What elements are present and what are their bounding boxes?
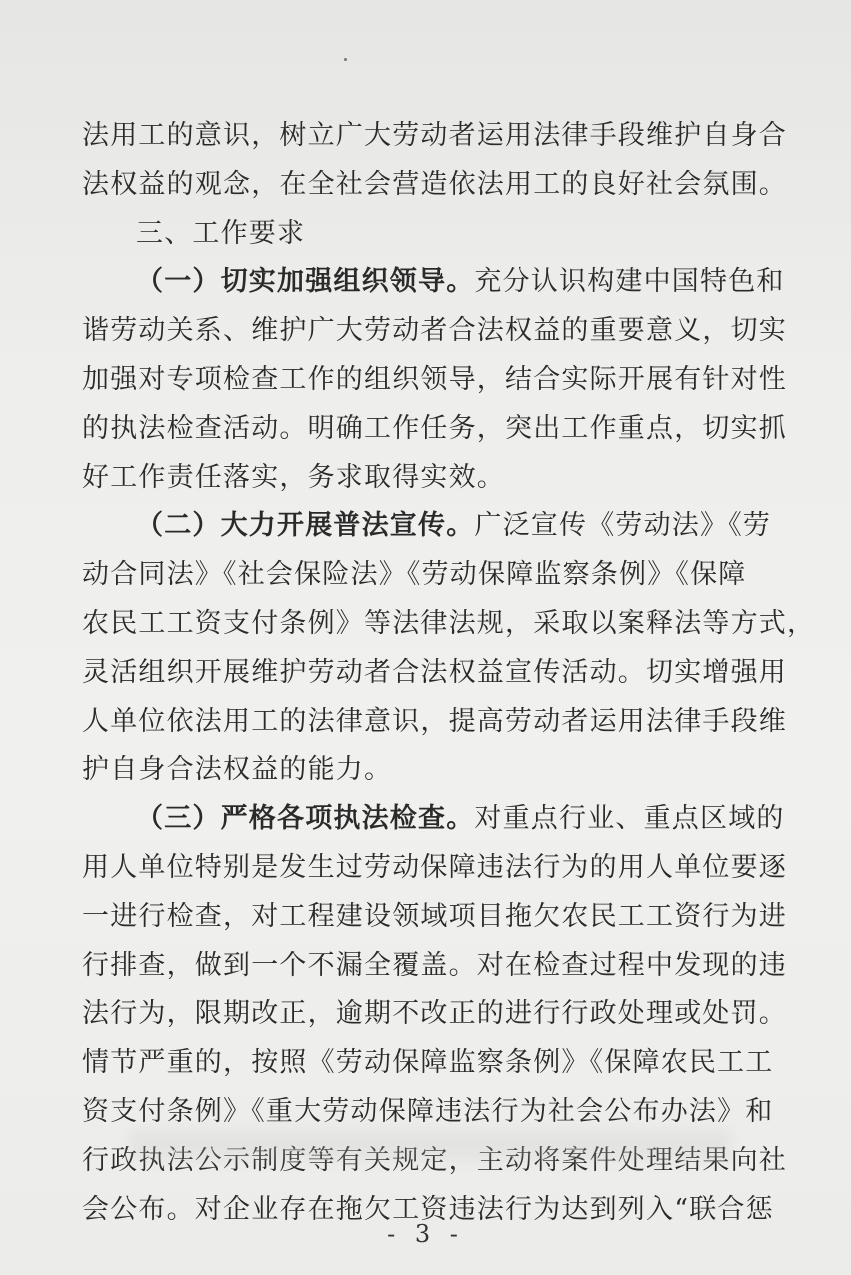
subsection-lead: （二）大力开展普法宣传。 bbox=[136, 510, 475, 542]
text-line: 情节严重的，按照《劳动保障监察条例》《保障农民工工 bbox=[82, 1047, 774, 1079]
text-line: 动合同法》《社会保险法》《劳动保障监察条例》《保障 bbox=[82, 559, 747, 591]
body-text bbox=[82, 112, 816, 1234]
text-line: 灵活组织开展维护劳动者合法权益宣传活动。切实增强用 bbox=[82, 656, 787, 688]
paper-speck bbox=[344, 58, 347, 61]
subsection-2-heading-line bbox=[82, 502, 772, 551]
text-line: 会公布。对企业存在拖欠工资违法行为达到列入“联合惩 bbox=[82, 1193, 774, 1225]
text-line: 农民工工资支付条例》等法律法规，采取以案释法等方式， bbox=[82, 607, 816, 639]
subsection-1-heading-line bbox=[82, 258, 785, 307]
text-line: 加强对专项检查工作的组织领导，结合实际开展有针对性 bbox=[82, 363, 787, 395]
text-line: 行政执法公示制度等有关规定，主动将案件处理结果向社 bbox=[82, 1144, 787, 1176]
bleed-through-shadow bbox=[130, 1130, 730, 1160]
text-line: 谐劳动关系、维护广大劳动者合法权益的重要意义，切实 bbox=[82, 315, 787, 347]
subsection-lead-rest: 对重点行业、重点区域的 bbox=[474, 803, 785, 835]
text-line: 行排查，做到一个不漏全覆盖。对在检查过程中发现的违 bbox=[82, 949, 787, 981]
text-line: 好工作责任落实，务求取得实效。 bbox=[82, 461, 505, 493]
text-line: 用人单位特别是发生过劳动保障违法行为的用人单位要逐 bbox=[82, 851, 787, 883]
text-line: 一进行检查，对工程建设领域项目拖欠农民工工资行为进 bbox=[82, 900, 787, 932]
section-heading: 三、工作要求 bbox=[136, 217, 306, 249]
text-line: 法用工的意识，树立广大劳动者运用法律手段维护自身合 bbox=[82, 120, 787, 151]
subsection-lead: （一）切实加强组织领导。 bbox=[136, 266, 475, 298]
text-line: 人单位依法用工的法律意识，提高劳动者运用法律手段维 bbox=[82, 705, 787, 737]
text-line: 法行为，限期改正，逾期不改正的进行行政处理或处罚。 bbox=[82, 998, 787, 1030]
subsection-lead: （三）严格各项执法检查。 bbox=[136, 803, 475, 835]
subsection-3-heading-line bbox=[82, 795, 785, 844]
page-number: - 3 - bbox=[387, 1220, 464, 1248]
subsection-lead-rest: 广泛宣传《劳动法》《劳 bbox=[474, 510, 772, 542]
text-line: 护自身合法权益的能力。 bbox=[82, 754, 393, 786]
text-line: 法权益的观念，在全社会营造依法用工的良好社会氛围。 bbox=[82, 168, 787, 200]
text-line: 的执法检查活动。明确工作任务，突出工作重点，切实抓 bbox=[82, 412, 787, 444]
text-line: 资支付条例》《重大劳动保障违法行为社会公布办法》和 bbox=[82, 1095, 774, 1127]
subsection-lead-rest: 充分认识构建中国特色和 bbox=[474, 266, 785, 298]
